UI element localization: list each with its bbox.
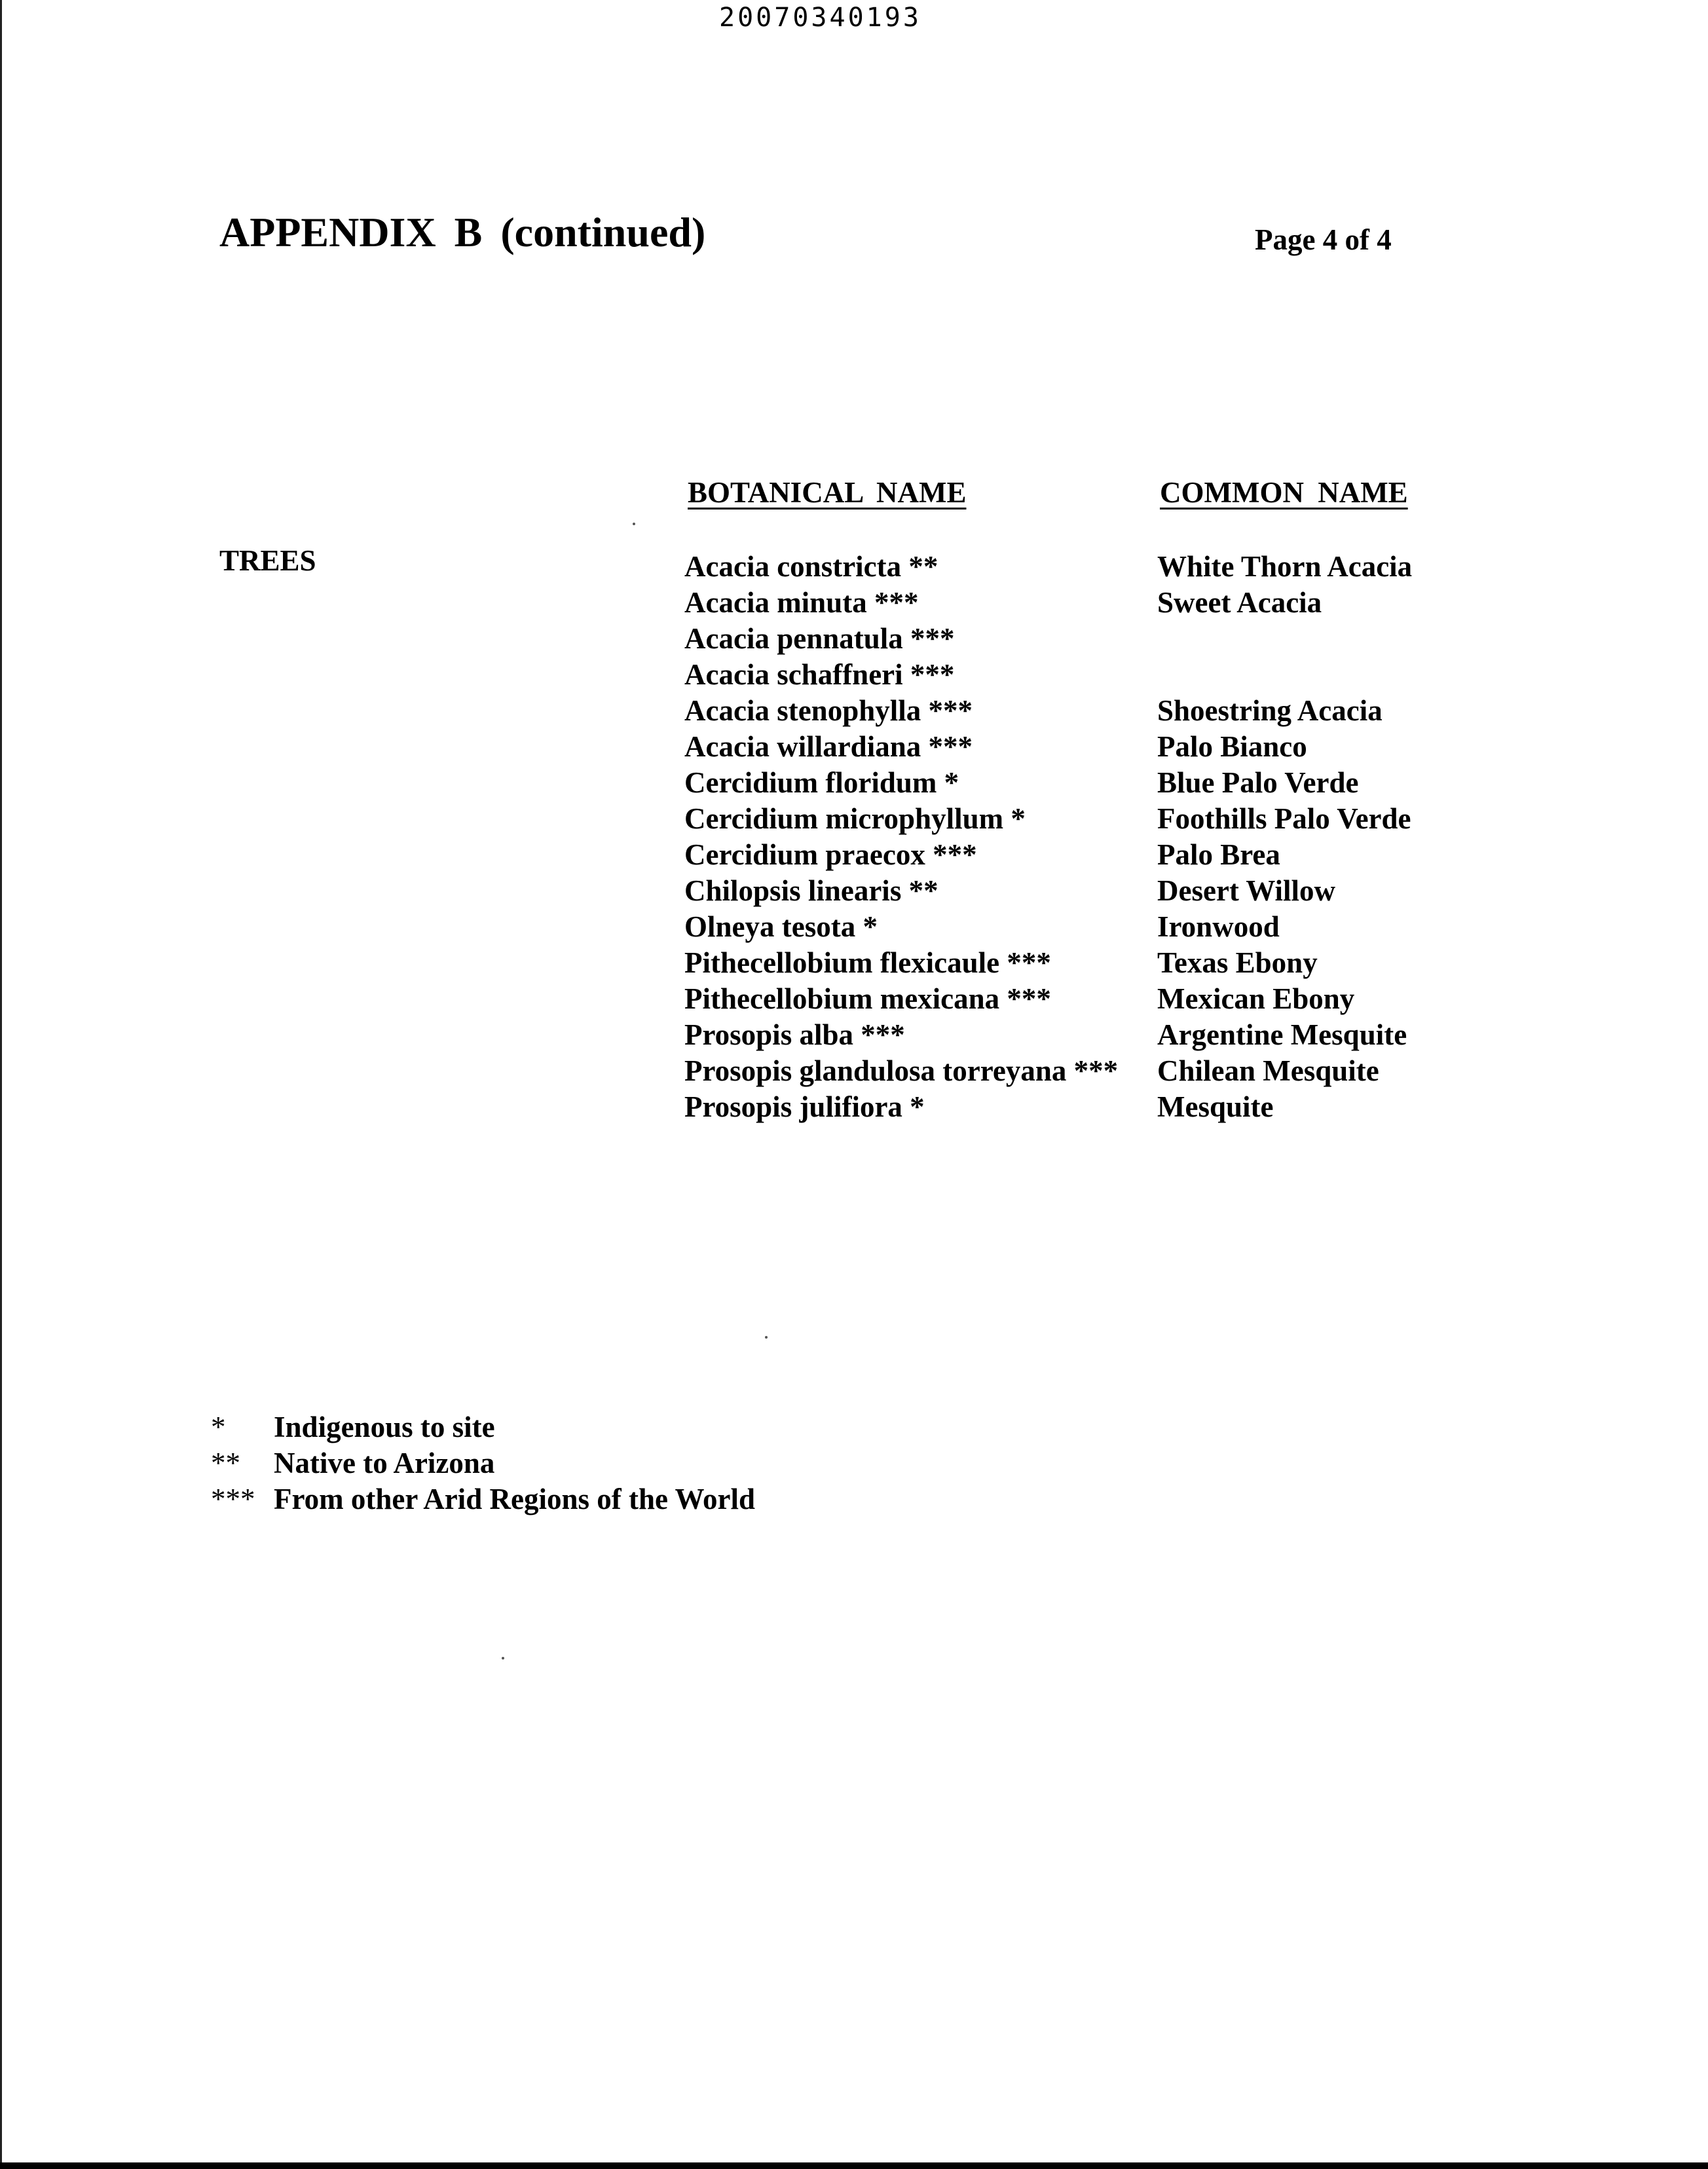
botanical-name: Pithecellobium flexicaule *** bbox=[684, 946, 1051, 979]
section-label-trees: TREES bbox=[219, 544, 316, 577]
common-name: Desert Willow bbox=[1157, 874, 1336, 907]
plant-row bbox=[684, 549, 1470, 585]
botanical-name: Chilopsis linearis ** bbox=[684, 874, 938, 907]
plant-row bbox=[684, 981, 1470, 1017]
botanical-name: Cercidium praecox *** bbox=[684, 838, 977, 871]
common-name: Ironwood bbox=[1157, 910, 1280, 943]
scan-left-border bbox=[0, 0, 2, 2169]
page-number: Page 4 of 4 bbox=[1255, 223, 1392, 256]
plant-row bbox=[684, 657, 1470, 693]
legend-text: Indigenous to site bbox=[274, 1411, 495, 1443]
plant-row bbox=[684, 693, 1470, 729]
common-name: Sweet Acacia bbox=[1157, 586, 1322, 619]
plant-row bbox=[684, 945, 1470, 981]
common-name: Mesquite bbox=[1157, 1090, 1274, 1123]
document-id: 20070340193 bbox=[719, 3, 921, 33]
legend-marker: * bbox=[211, 1411, 226, 1443]
header-botanical-name: BOTANICAL NAME bbox=[688, 476, 967, 509]
common-name: Foothills Palo Verde bbox=[1157, 802, 1411, 835]
botanical-name: Acacia stenophylla *** bbox=[684, 694, 973, 727]
legend-marker: ** bbox=[211, 1447, 240, 1479]
scan-speck bbox=[502, 1657, 504, 1659]
common-name: White Thorn Acacia bbox=[1157, 550, 1413, 583]
botanical-name: Acacia schaffneri *** bbox=[684, 658, 955, 691]
common-name: Chilean Mesquite bbox=[1157, 1054, 1379, 1087]
plant-row bbox=[684, 765, 1470, 801]
botanical-name: Acacia constricta ** bbox=[684, 550, 938, 583]
header-common-name: COMMON NAME bbox=[1160, 476, 1408, 509]
legend-text: Native to Arizona bbox=[274, 1447, 495, 1479]
botanical-name: Acacia pennatula *** bbox=[684, 622, 955, 655]
botanical-name: Cercidium floridum * bbox=[684, 766, 959, 799]
legend-text: From other Arid Regions of the World bbox=[274, 1483, 755, 1515]
page-title: APPENDIX B (continued) bbox=[219, 209, 706, 255]
common-name: Texas Ebony bbox=[1157, 946, 1318, 979]
botanical-name: Acacia willardiana *** bbox=[684, 730, 973, 763]
botanical-name: Olneya tesota * bbox=[684, 910, 878, 943]
common-name: Argentine Mesquite bbox=[1157, 1018, 1407, 1051]
plant-row bbox=[684, 873, 1470, 909]
plant-row bbox=[684, 585, 1470, 621]
botanical-name: Prosopis alba *** bbox=[684, 1018, 905, 1051]
scan-speck bbox=[633, 523, 635, 525]
common-name: Blue Palo Verde bbox=[1157, 766, 1359, 799]
plant-row bbox=[684, 1017, 1470, 1053]
plant-row bbox=[684, 801, 1470, 837]
legend-marker: *** bbox=[211, 1483, 255, 1515]
common-name: Palo Bianco bbox=[1157, 730, 1307, 763]
plant-list bbox=[684, 549, 1470, 1125]
common-name: Mexican Ebony bbox=[1157, 982, 1355, 1015]
scan-speck bbox=[765, 1336, 768, 1339]
botanical-name: Prosopis julifiora * bbox=[684, 1090, 925, 1123]
plant-row bbox=[684, 909, 1470, 945]
scan-bottom-border bbox=[0, 2162, 1708, 2169]
botanical-name: Prosopis glandulosa torreyana *** bbox=[684, 1054, 1119, 1087]
plant-row bbox=[684, 621, 1470, 657]
botanical-name: Cercidium microphyllum * bbox=[684, 802, 1026, 835]
plant-row bbox=[684, 1089, 1470, 1125]
plant-row bbox=[684, 1053, 1470, 1089]
botanical-name: Pithecellobium mexicana *** bbox=[684, 982, 1051, 1015]
plant-row bbox=[684, 837, 1470, 873]
botanical-name: Acacia minuta *** bbox=[684, 586, 919, 619]
common-name: Shoestring Acacia bbox=[1157, 694, 1383, 727]
plant-row bbox=[684, 729, 1470, 765]
common-name: Palo Brea bbox=[1157, 838, 1280, 871]
